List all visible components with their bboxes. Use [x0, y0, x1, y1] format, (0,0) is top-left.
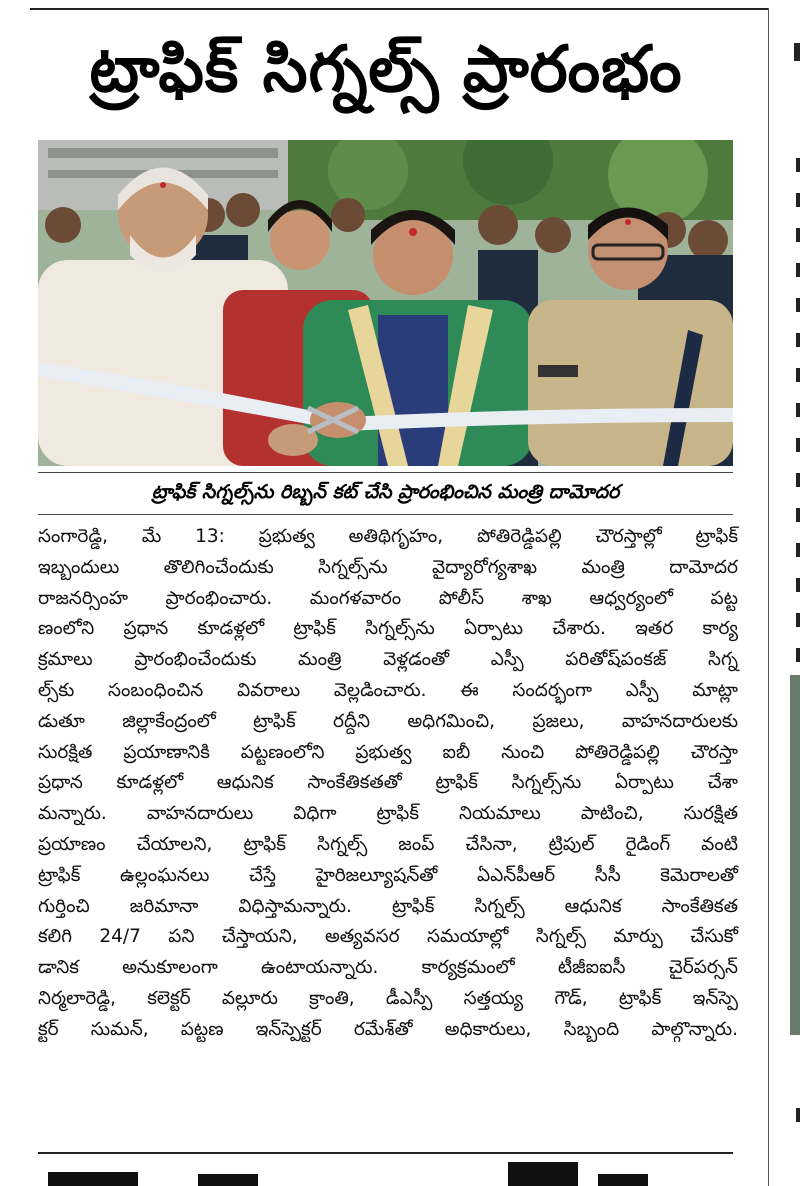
article-line: ప్రయాణం చేయాలని, ట్రాఫిక్ సిగ్నల్స్ జంప్ చేసినా, ట్రిపుల్ రైడింగ్ వంటి: [38, 833, 738, 855]
news-photo: [38, 140, 733, 466]
article-line: నిర్మలారెడ్డి, కలెక్టర్ వల్లూరు క్రాంతి, డీఎస్పీ సత్తయ్య గౌడ్, ట్రాఫిక్ ఇన్‌స్పె: [38, 987, 738, 1009]
column-rule: [768, 8, 769, 1186]
article-line: క్రమాలు ప్రారంభించేందుకు మంత్రి వెళ్లడంతో ఎస్పీ పరితోష్‌పంకజ్ సిగ్న: [38, 649, 738, 671]
cropped-headline-glyphs: [38, 1158, 733, 1186]
top-rule: [30, 8, 768, 10]
photo-caption: ట్రాఫిక్ సిగ్నల్స్‌ను రిబ్బన్ కట్ చేసి ప్రారంభించిన మంత్రి దామోదర: [151, 480, 620, 503]
article-line: డానిక అనుకూలంగా ఉంటాయన్నారు. కార్యక్రమంలో టీజీఐఐసీ చైర్‌పర్సన్: [38, 957, 738, 979]
article-line: సురక్షిత ప్రయాణానికి పట్టణంలోని ప్రభుత్వ ఐబీ నుంచి పోతిరెడ్డిపల్లి చౌరస్తా: [38, 741, 738, 763]
article-body: [38, 522, 738, 1046]
caption-top-rule: [38, 472, 733, 473]
article-line: మన్నారు. వాహనదారులు విధిగా ట్రాఫిక్ నియమాలు పాటించి, సురక్షిత: [38, 803, 738, 825]
adjacent-photo-edge: [790, 675, 800, 1035]
article-line: ట్రాఫిక్ ఉల్లంఘనలు చేస్తే హైరిజల్యూషన్‌తో ఏఎన్‌పీఆర్ సీసీ కెమెరాలతో: [38, 864, 738, 886]
article-line: డుతూ జిల్లాకేంద్రంలో ట్రాఫిక్ రద్దీని అధిగమించి, ప్రజలు, వాహనదారులకు: [38, 710, 738, 732]
article-line: ణంలోని ప్రధాన కూడళ్లలో ట్రాఫిక్ సిగ్నల్స్‌ను ఏర్పాటు చేశారు. ఇతర కార్య: [38, 618, 738, 640]
article-line: రాజనర్సింహ ప్రారంభించారు. మంగళవారం పోలీస్ శాఖ ఆధ్వర్యంలో పట్ట: [38, 587, 738, 609]
next-article-headline-fragment: [38, 1158, 733, 1186]
article-line: ల్స్‌కు సంబంధించిన వివరాలు వెల్లడించారు. ఈ సందర్భంగా ఎస్పీ మాట్లా: [38, 679, 738, 701]
article-line: ప్రధాన కూడళ్లలో ఆధునిక సాంకేతికతతో ట్రాఫిక్ సిగ్నల్స్‌ను ఏర్పాటు చేశా: [38, 772, 738, 794]
caption-bottom-rule: [38, 514, 733, 515]
headline: ట్రాఫిక్ సిగ్నల్స్ ప్రారంభం: [89, 32, 683, 107]
article-line: గుర్తించి జరిమానా విధిస్తామన్నారు. ట్రాఫిక్ సిగ్నల్స్ ఆధునిక సాంకేతికత: [38, 895, 738, 917]
ribbon-cutting-photo: [38, 140, 733, 466]
article-line: కలిగి 24/7 పని చేస్తాయని, అత్యవసర సమయాల్లో సిగ్నల్స్ మార్పు చేసుకో: [38, 926, 738, 948]
article-line: సంగారెడ్డి, మే 13: ప్రభుత్వ అతిథిగృహం, పోతిరెడ్డిపల్లి చౌరస్తాల్లో ట్రాఫిక్: [38, 526, 738, 547]
bottom-rule: [38, 1152, 733, 1154]
article-line: ఇబ్బందులు తొలిగించేందుకు సిగ్నల్స్‌ను వైద్యారోగ్యశాఖ మంత్రి దామోదర: [38, 556, 738, 578]
article-line: క్టర్ సుమన్, పట్టణ ఇన్‌స్పెక్టర్ రమేశ్‌తో అధికారులు, సిబ్బంది పాల్గొన్నారు.: [38, 1018, 738, 1040]
